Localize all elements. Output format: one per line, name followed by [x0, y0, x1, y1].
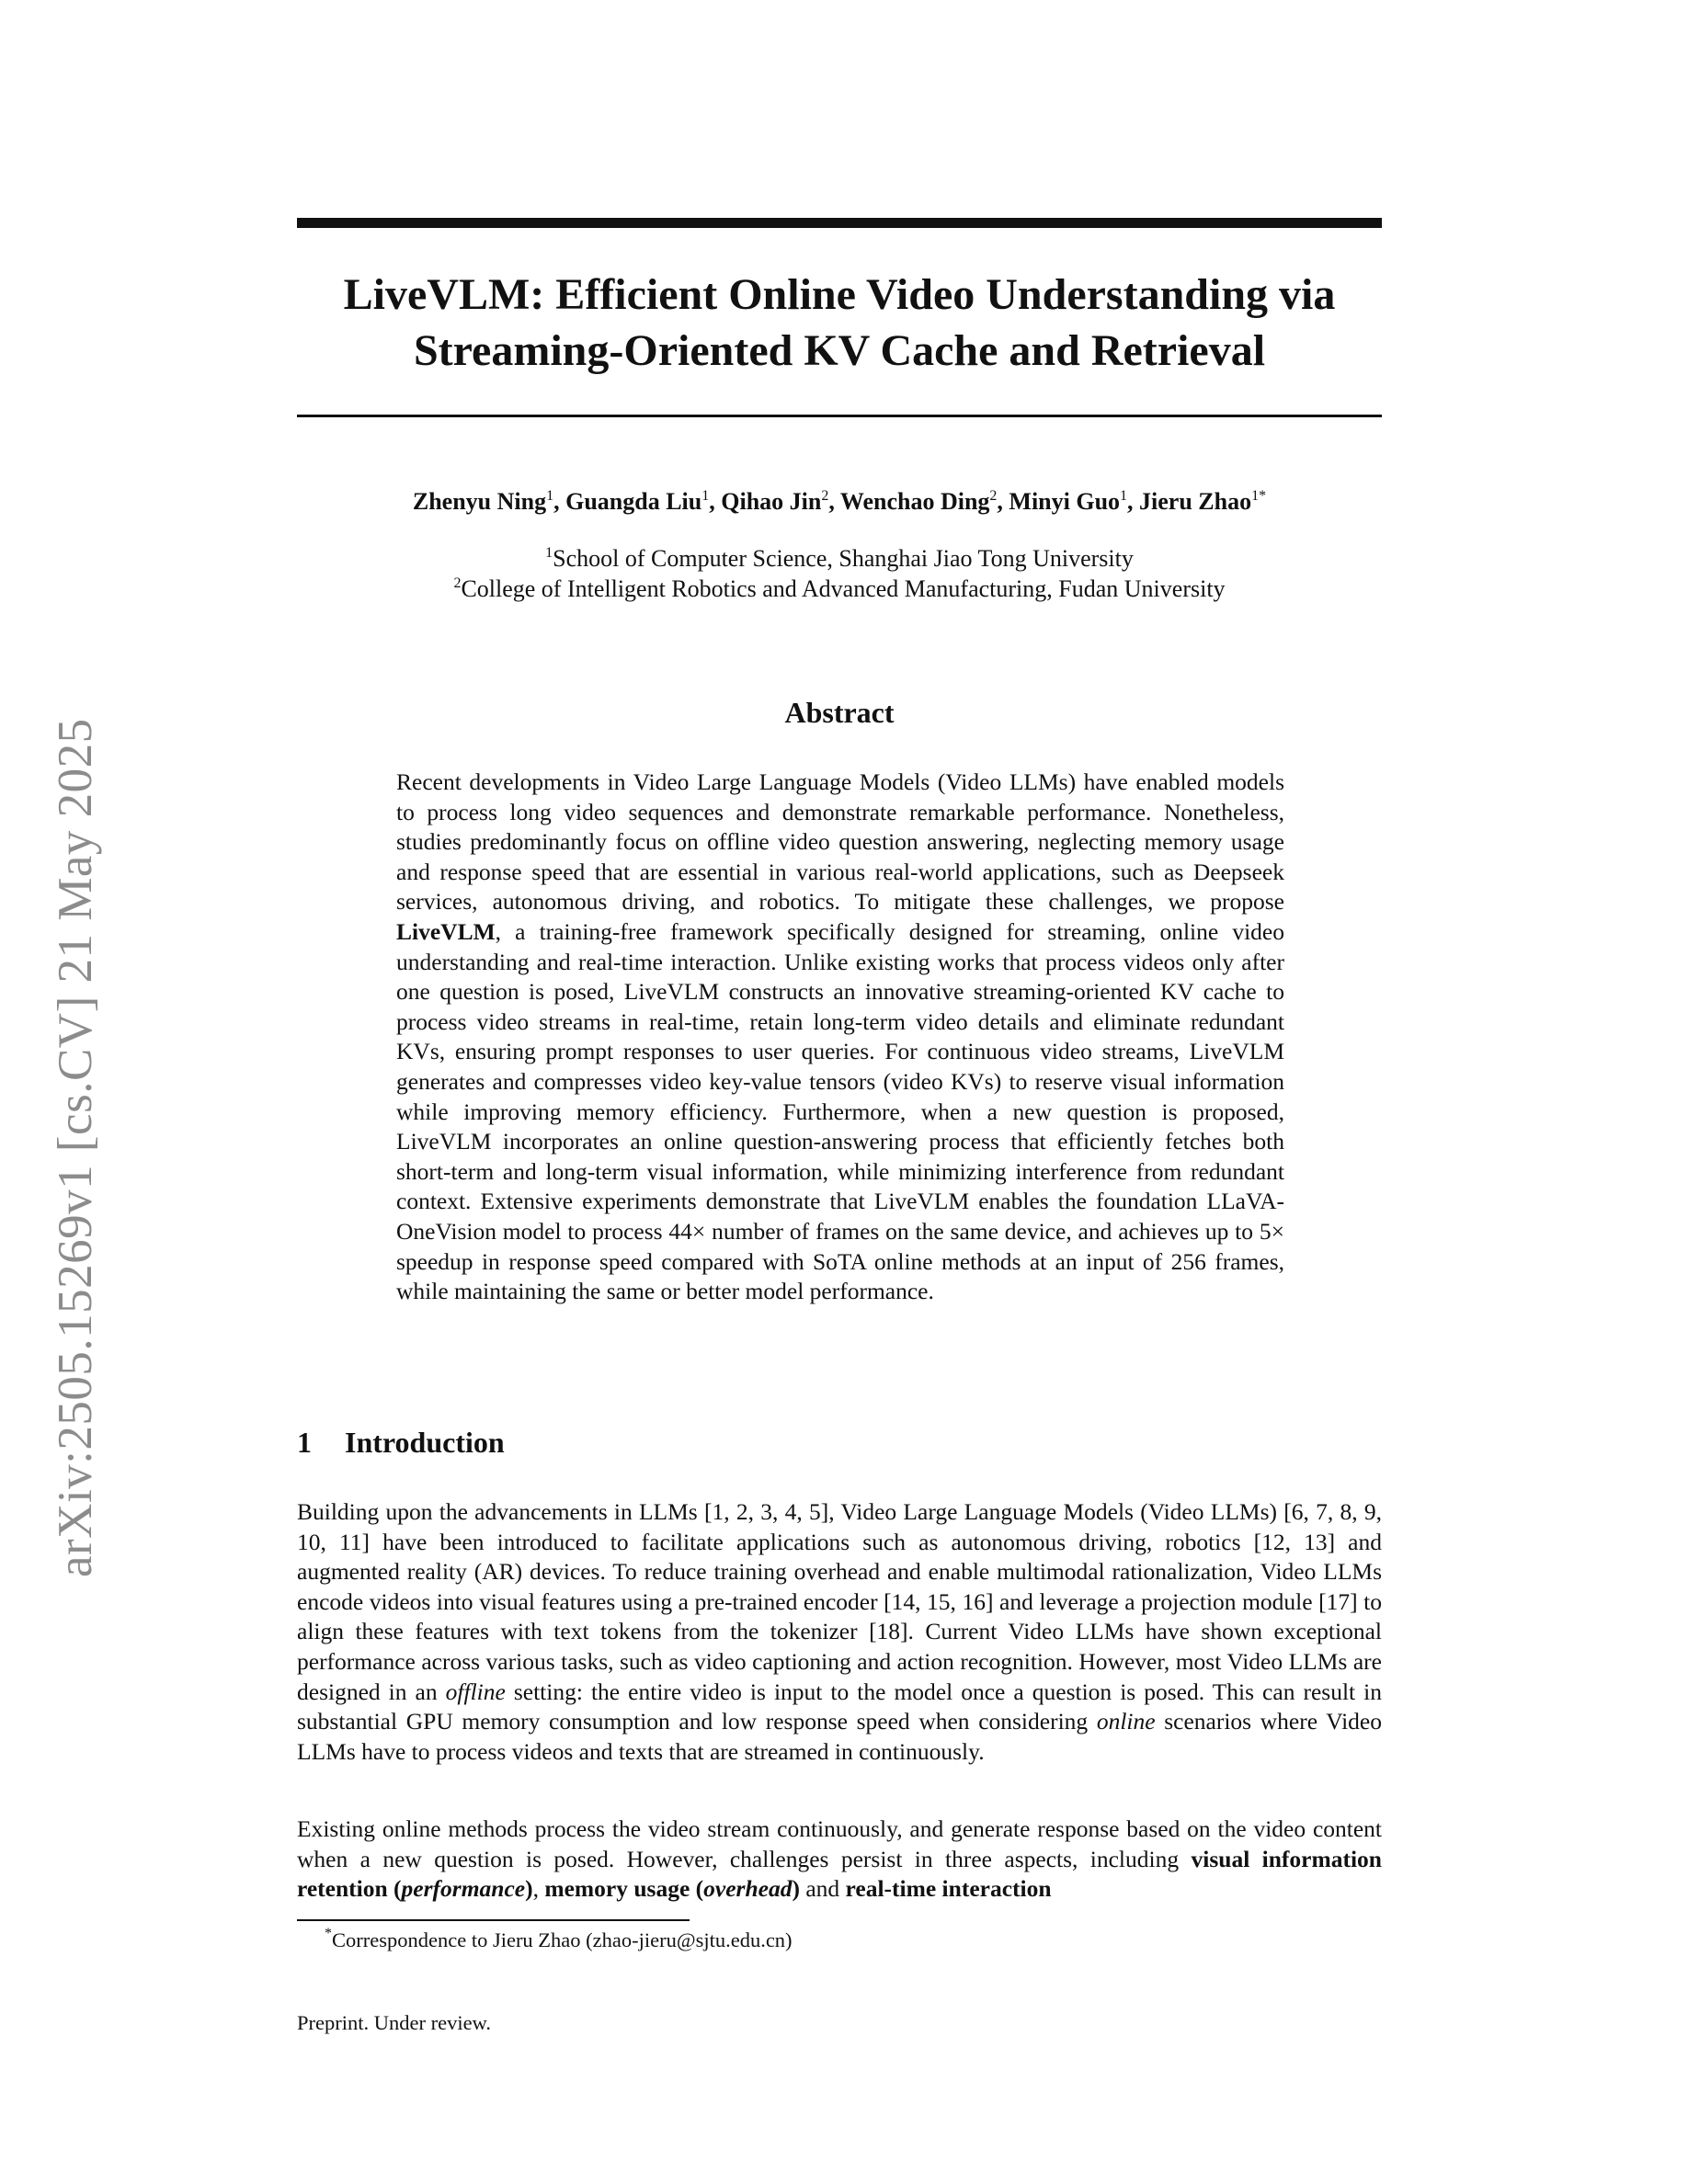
bold-text: ) — [525, 1875, 533, 1903]
abstract-method-name: LiveVLM — [396, 917, 496, 945]
paragraph-text: and — [799, 1875, 846, 1903]
abstract-heading: Abstract — [784, 696, 895, 729]
bold-text: visual information retention ( — [297, 1845, 1382, 1903]
author-affiliation-mark: 1 — [1120, 488, 1128, 504]
affiliation-list — [297, 543, 1382, 604]
author-name: Qihao Jin — [721, 488, 822, 515]
author-name: Guangda Liu — [565, 488, 702, 515]
section-number: 1 — [297, 1426, 312, 1459]
section-title: Introduction — [345, 1426, 505, 1459]
author-affiliation-mark: 1* — [1251, 488, 1267, 504]
paragraph-text: scenarios where Video LLMs have to process videos and texts that are streamed in continuously. — [297, 1708, 1382, 1765]
title-bottom-rule — [297, 415, 1382, 417]
author-name: Zhenyu Ning — [412, 488, 547, 515]
paragraph-text: setting: the entire video is input to the model once a question is posed. This can result in substantial GPU memory consumption and low response speed when considering — [297, 1678, 1382, 1735]
abstract-text: , a training-free framework specifically designed for streaming, online video understanding and real-time interaction. Unlike existing works that process videos only after one question is posed, LiveVLM constructs an innovative streaming-oriented KV cache to process video streams in real-time, retain long-term video details and eliminate redundant KVs, ensuring prompt responses to user queries. For continuous video streams, LiveVLM generates and compresses video key-value tensors (video KVs) to reserve visual information while improving memory efficiency. Furthermore, when a new question is proposed, LiveVLM incorporates an online question-answering process that efficiently fetches both short-term and long-term visual information, while minimizing interference from redundant context. Extensive experiments demonstrate that LiveVLM enables the foundation LLaVA-OneVision model to process 44× number of frames on the same device, and achieves up to 5× speedup in response speed compared with SoTA online methods at an input of 256 frames, while maintaining the same or better model performance. — [396, 917, 1284, 1305]
correspondence-footnote — [325, 1927, 793, 1954]
section-heading-introduction — [297, 1424, 505, 1461]
title-top-rule — [297, 218, 1382, 228]
footnote-rule — [297, 1919, 690, 1921]
preprint-note: Preprint. Under review. — [297, 2011, 491, 2034]
abstract-body — [396, 768, 1284, 1307]
author-list: Zhenyu Ning$^1$, Guangda Liu$^1$, Qihao Jin$^2$, Wenchao Ding$^2$, Minyi Guo$^1$, Jieru Zhao$^{1*}$ — [412, 488, 1267, 515]
footnote-mark: * — [325, 1926, 332, 1941]
affiliation-mark: 2 — [453, 575, 462, 591]
affiliation-text: College of Intelligent Robotics and Advanced Manufacturing, Fudan University — [461, 575, 1226, 602]
emphasis-text: offline — [445, 1678, 506, 1705]
bold-italic-text: performance — [401, 1875, 526, 1903]
intro-paragraph-1 — [297, 1497, 1382, 1767]
author-affiliation-mark: 2 — [821, 488, 829, 504]
affiliation-line — [297, 574, 1382, 604]
intro-paragraph-2 — [297, 1814, 1382, 1905]
author-affiliation-mark: 1 — [701, 488, 710, 504]
bold-italic-text: overhead — [703, 1875, 793, 1903]
bold-text: real-time interaction — [845, 1875, 1052, 1903]
bold-text: memory usage ( — [544, 1875, 704, 1903]
author-affiliation-mark: 2 — [989, 488, 998, 504]
author-name: Wenchao Ding — [839, 488, 990, 515]
abstract-text: Recent developments in Video Large Language Models (Video LLMs) have enabled models to process long video sequences and demonstrate remarkable performance. Nonetheless, studies predominantly focus on offline video question answering, neglecting memory usage and response speed that are essential in various real-world applications, such as Deepseek services, autonomous driving, and robotics. To mitigate these challenges, we propose — [396, 768, 1284, 916]
affiliation-line — [297, 543, 1382, 574]
affiliation-mark: 1 — [545, 545, 553, 561]
paper-title-line-1: LiveVLM: Efficient Online Video Understanding via — [343, 270, 1336, 319]
paper-title-line-2: Streaming-Oriented KV Cache and Retrieval — [413, 326, 1266, 375]
paragraph-text: , — [532, 1875, 545, 1903]
footnote-text: Correspondence to Jieru Zhao (zhao-jieru@sjtu.edu.cn) — [332, 1928, 793, 1951]
author-name: Minyi Guo — [1009, 488, 1121, 515]
emphasis-text: online — [1096, 1708, 1156, 1735]
author-affiliation-mark: 1 — [546, 488, 554, 504]
author-name: Jieru Zhao — [1139, 488, 1252, 515]
paragraph-text: Existing online methods process the video stream continuously, and generate response based on the video content when a new question is posed. However, challenges persist in three aspects, including — [297, 1815, 1382, 1872]
affiliation-text: School of Computer Science, Shanghai Jiao Tong University — [553, 545, 1134, 572]
paper-title — [297, 267, 1382, 379]
paragraph-text: Building upon the advancements in LLMs [1, 2, 3, 4, 5], Video Large Language Models (Video LLMs) [6, 7, 8, 9, 10, 11] have been introduced to facilitate applications such as autonomous driving, robotics [12, 13] and augmented reality (AR) devices. To reduce training overhead and enable multimodal rationalization, Video LLMs encode videos into visual features using a pre-trained encoder [14, 15, 16] and leverage a projection module [17] to align these features with text tokens from the tokenizer [18]. Current Video LLMs have shown exceptional performance across various tasks, such as video captioning and action recognition. However, most Video LLMs are designed in an — [297, 1498, 1382, 1705]
bold-text: ) — [792, 1875, 800, 1903]
arxiv-identifier-stamp: arXiv:2505.15269v1 [cs.CV] 21 May 2025 — [49, 718, 102, 1577]
